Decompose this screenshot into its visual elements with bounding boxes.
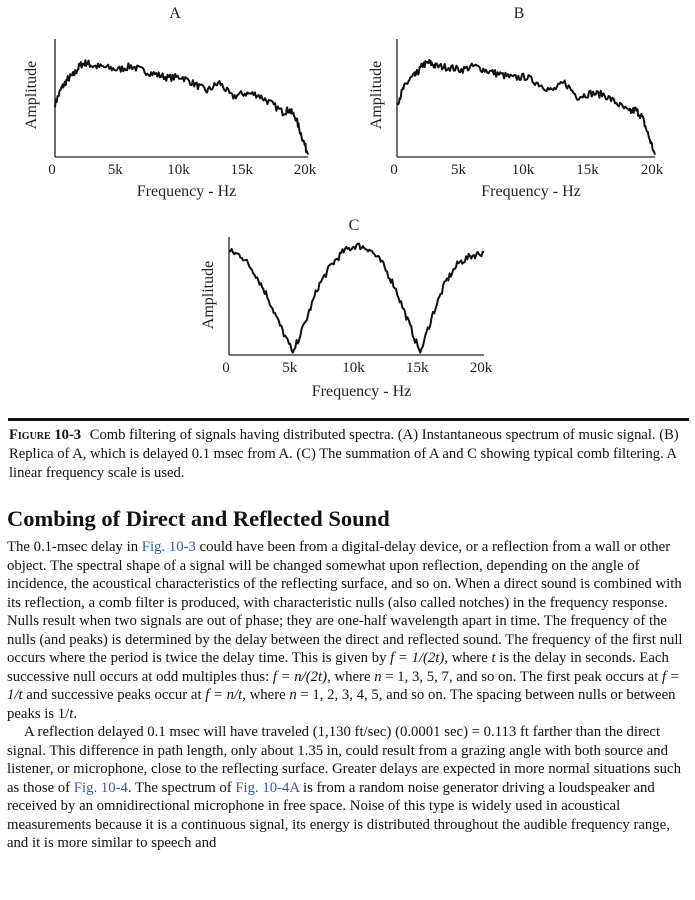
figure-caption xyxy=(9,426,689,483)
figure-svg xyxy=(0,0,695,412)
spectrum-line-b xyxy=(397,60,655,155)
p1-text: and successive peaks occur at xyxy=(22,687,206,703)
p1-text: = 1, 2, 3, 4, 5, and so on. The spacing between nulls or between peaks is 1/ xyxy=(7,687,676,722)
tick-label: 0 xyxy=(48,162,56,178)
tick-label: 15k xyxy=(576,162,599,178)
p2-text: . The spectrum of xyxy=(127,779,236,796)
y-axis-label: Amplitude xyxy=(200,260,217,330)
tick-label: 15k xyxy=(406,360,429,376)
panel-label-c: C xyxy=(348,217,360,234)
panel-label-a: A xyxy=(169,5,181,22)
fig-10-3-link[interactable]: Fig. 10-3 xyxy=(141,539,196,555)
p1-text: , where xyxy=(242,687,290,703)
tick-label: 20k xyxy=(640,162,664,178)
equation: f = 1/(2t) xyxy=(390,650,445,666)
tick-label: 5k xyxy=(451,162,466,178)
tick-label: 0 xyxy=(390,162,398,178)
panel-label-b: B xyxy=(513,5,525,22)
caption-text: Comb filtering of signals having distributed spectra. (A) Instantaneous spectrum of music signal. (B) Replica of A, which is delayed 0.1 msec from A. (C) The summation of A and C showing typical comb filtering. A linear frequency scale is used. xyxy=(9,427,679,481)
p1-text: , where xyxy=(327,668,375,685)
tick-label: 5k xyxy=(107,162,123,178)
equation: f = n/(2t) xyxy=(272,668,328,685)
p1-text: The 0.1-msec delay in xyxy=(7,539,142,555)
equation: f = 1/t xyxy=(7,668,680,703)
tick-label: 0 xyxy=(222,360,230,376)
fig-10-4-link[interactable]: Fig. 10-4 xyxy=(73,779,128,796)
tick-label: 15k xyxy=(230,162,253,178)
p2-text: is from a random noise generator driving a loudspeaker and received by an omnidirectional microphone in free space. Noise of this type is widely used in acoustical measurements because it is a continuous signal, its energy is distributed throughout the audible frequency range, and it is more similar to speech and xyxy=(7,779,670,851)
p1-text: . xyxy=(73,705,78,722)
tick-label: 20k xyxy=(293,162,317,178)
spectrum-line-a xyxy=(55,60,308,154)
caption-figure-label: Figure 10-3 xyxy=(9,427,82,443)
section-heading: Combing of Direct and Reflected Sound xyxy=(7,506,390,531)
paragraph-2 xyxy=(7,723,689,853)
tick-label: 10k xyxy=(342,360,365,376)
p1-text: could have been from a digital-delay device, or a reflection from a wall or other object. The spectral shape of a signal will be changed somewhat upon reflection, depending on the angle of incidence, the acoustical characteristics of the reflecting surface, and so on. When a direct sound is combined with its reflection, a comb filter is produced, with characteristic nulls (also called notches) in the frequency response. Nulls result when two signals are out of phase; they are one-half wavelength apart in time. The frequency of the nulls (and peaks) is determined by the delay between the direct and reflected sound. The frequency of the first null occurs where the period is twice the delay time. This is given by xyxy=(7,539,683,666)
p1-text: , where xyxy=(444,650,492,666)
paragraph-1 xyxy=(7,538,689,723)
fig-10-4a-link[interactable]: Fig. 10-4A xyxy=(235,779,300,796)
p1-text: = 1, 3, 5, 7, and so on. The first peak occurs at xyxy=(381,668,663,685)
p1-text: is the delay in seconds. Each successive null occurs at odd multiples thus: xyxy=(7,650,669,685)
variable: t xyxy=(491,650,496,666)
section-body xyxy=(7,538,689,853)
variable: t xyxy=(69,705,74,722)
caption-rule xyxy=(8,418,689,421)
tick-label: 5k xyxy=(282,360,298,376)
variable: n xyxy=(289,687,297,703)
tick-label: 20k xyxy=(469,360,493,376)
equation: f = n/t xyxy=(205,687,243,703)
spectrum-line-c xyxy=(229,244,484,353)
p2-text: A reflection delayed 0.1 msec will have traveled (1,130 ft/sec) (0.0001 sec) = 0.113 ft farther than the direct signal. This difference in path length, only about 1.35 in, could result from a grazing angle with both source and listener, or microphone, close to the reflecting surface. Greater delays are expected in more normal situations such as those of xyxy=(7,724,681,796)
y-axis-label: Amplitude xyxy=(23,60,40,130)
x-axis-label: Frequency - Hz xyxy=(136,183,237,200)
y-axis-label: Amplitude xyxy=(368,60,385,130)
tick-label: 10k xyxy=(167,162,190,178)
x-axis-label: Frequency - Hz xyxy=(481,183,581,200)
tick-label: 10k xyxy=(511,162,535,178)
figure-10-3 xyxy=(0,0,695,412)
variable: n xyxy=(374,668,382,685)
x-axis-label: Frequency - Hz xyxy=(311,383,412,400)
